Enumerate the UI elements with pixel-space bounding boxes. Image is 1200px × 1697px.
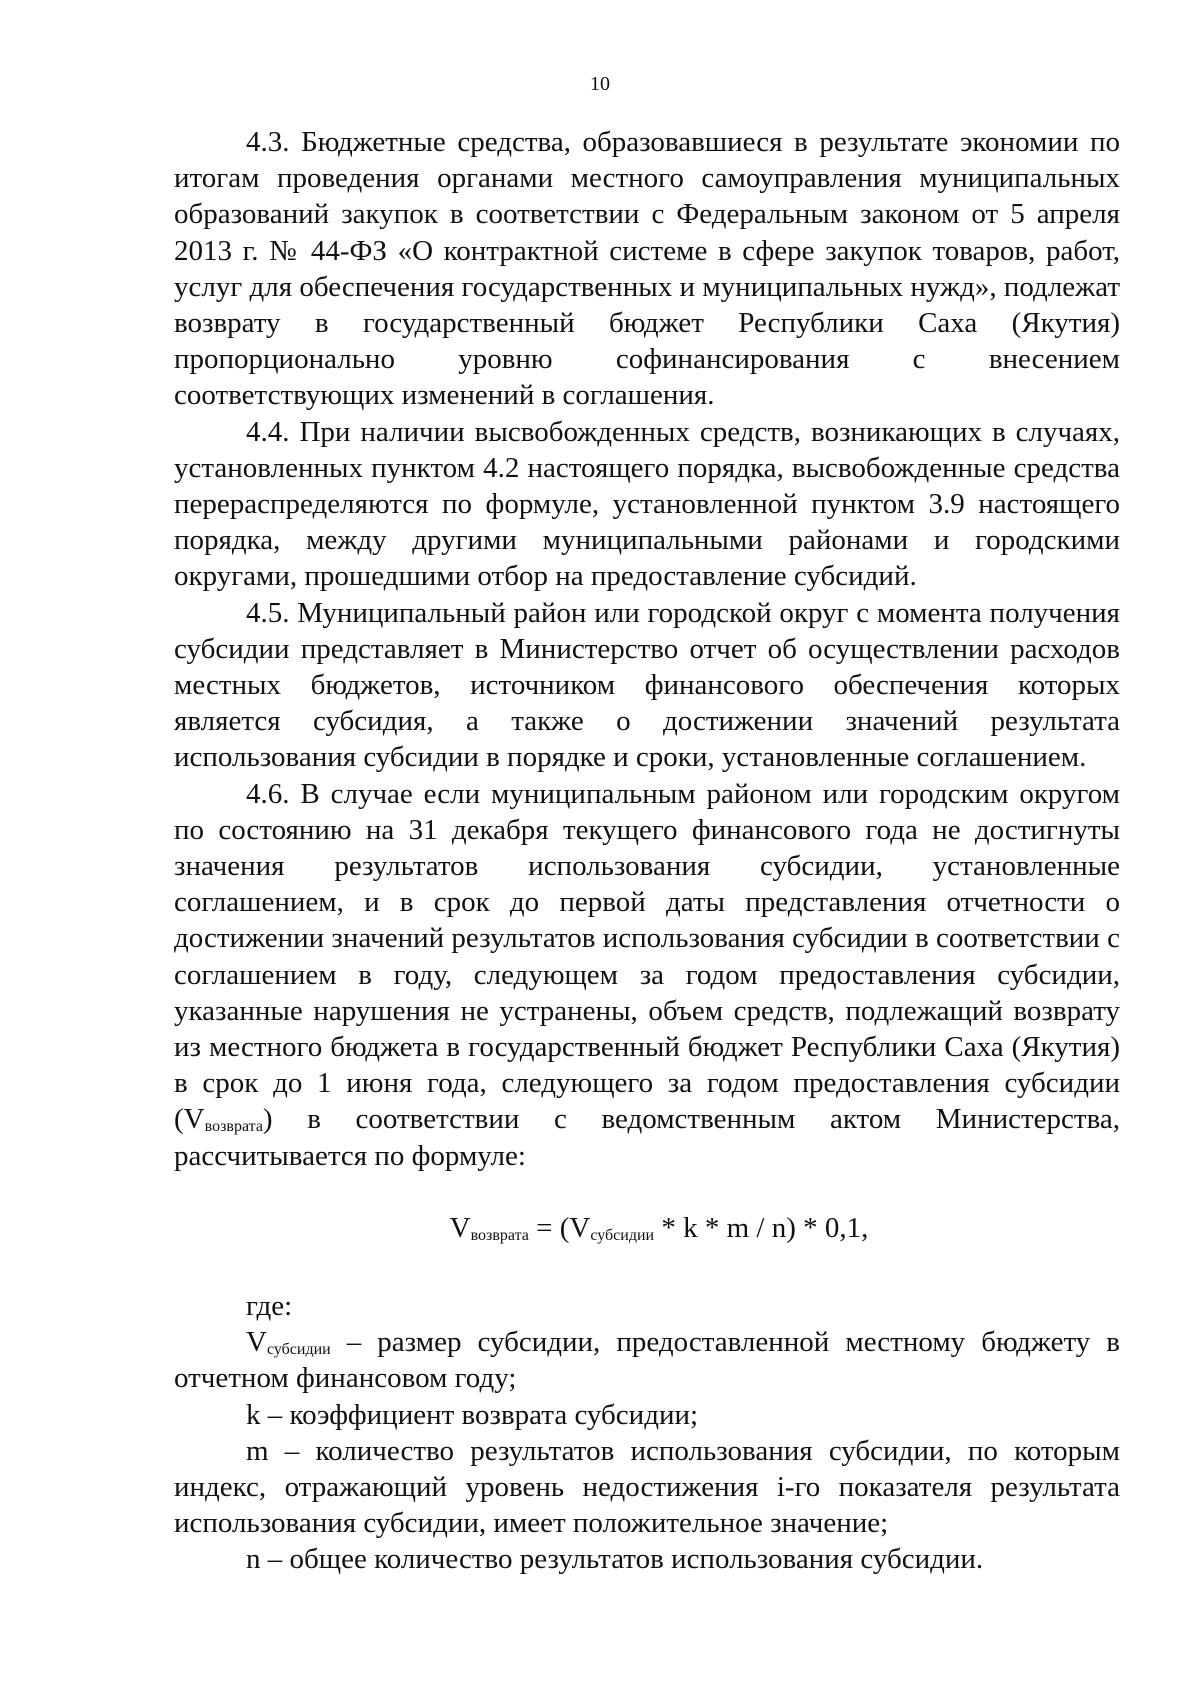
- definition-v-text: – размер субсидии, предоставленной местному бюджету в отчетном финансовом году;: [174, 1326, 1120, 1395]
- definition-k: k – коэффициент возврата субсидии;: [246, 1398, 699, 1431]
- paragraph-text: При наличии высвобожденных средств, возникающих в случаях, установленных пунктом 4.2 настоящего порядка, высвобожденные средства перераспределяются по формуле, установленной пунктом 3.9 настоящего порядка, между другими муниципальными районами и городскими округами, прошедшими отбор на предоставление субсидий.: [174, 415, 1121, 593]
- paragraph-4-3: [174, 124, 1120, 414]
- formula-middle: = (V: [528, 1211, 591, 1244]
- paragraph-4-6: [174, 776, 1120, 1174]
- paragraph-number: 4.6.: [246, 777, 290, 810]
- definition-v-subsidy: [174, 1324, 1120, 1396]
- formula-lhs-symbol: V: [449, 1211, 471, 1244]
- return-formula: [174, 1208, 1120, 1248]
- paragraph-text: Муниципальный район или городской округ с момента получения субсидии представляет в Министерство отчет об осуществлении расходов местных бюджетов, источником финансового обеспечения которых является субсидия, а также о достижении значений результата использования субсидии в порядке и сроки, установленные соглашением.: [174, 596, 1120, 774]
- document-body: [174, 124, 1120, 1578]
- formula-rhs: * k * m / n) * 0,1,: [654, 1211, 869, 1244]
- formula-subsidy-subscript: субсидии: [590, 1226, 655, 1244]
- variable-v-symbol: V: [183, 1103, 205, 1136]
- formula-lhs-subscript: возврата: [470, 1226, 529, 1244]
- where-label: где:: [246, 1289, 293, 1322]
- page-number: 10: [590, 73, 610, 95]
- paragraph-number: 4.3.: [246, 126, 290, 158]
- definition-v-subscript: субсидии: [266, 1341, 331, 1359]
- paragraph-text-continued: ) в соответствии с ведомственным актом Министерства, рассчитывается по формуле:: [174, 1103, 1120, 1172]
- paragraph-text: В случае если муниципальным районом или городским округом по состоянию на 31 декабря текущего финансового года не достигнуты значения результатов использования субсидии, установленные соглашением, и в срок до первой даты представления отчетности о достижении значений результатов использования субсидии в соответствии с соглашением в году, следующем за годом предоставления субсидии, указанные нарушения не устранены, объем средств, подлежащий возврату из местного бюджета в государственный бюджет Республики Саха (Якутия) в срок до 1 июня года, следующего за годом предоставления субсидии (: [174, 777, 1120, 1136]
- paragraph-number: 4.4.: [246, 415, 290, 448]
- variable-v-subscript: возврата: [204, 1118, 263, 1136]
- paragraph-text: Бюджетные средства, образовавшиеся в результате экономии по итогам проведения органами местного самоуправления муниципальных образований закупок в соответствии с Федеральным законом от 5 апреля 2013 г. № 44-ФЗ «О контрактной системе в сфере закупок товаров, работ, услуг для обеспечения государственных и муниципальных нужд», подлежат возврату в государственный бюджет Республики Саха (Якутия) пропорционально уровню софинансирования с внесением соответствующих изменений в соглашения.: [174, 126, 1121, 412]
- definition-n: n – общее количество результатов использования субсидии.: [246, 1543, 984, 1576]
- definition-m: m – количество результатов использования субсидии, по которым индекс, отражающий уровень недостижения i-го показателя результата использования субсидии, имеет положительное значение;: [174, 1434, 1120, 1540]
- paragraph-number: 4.5.: [246, 596, 290, 629]
- paragraph-4-5: [174, 595, 1120, 776]
- definition-v-symbol: V: [246, 1326, 267, 1359]
- paragraph-4-4: [174, 414, 1120, 595]
